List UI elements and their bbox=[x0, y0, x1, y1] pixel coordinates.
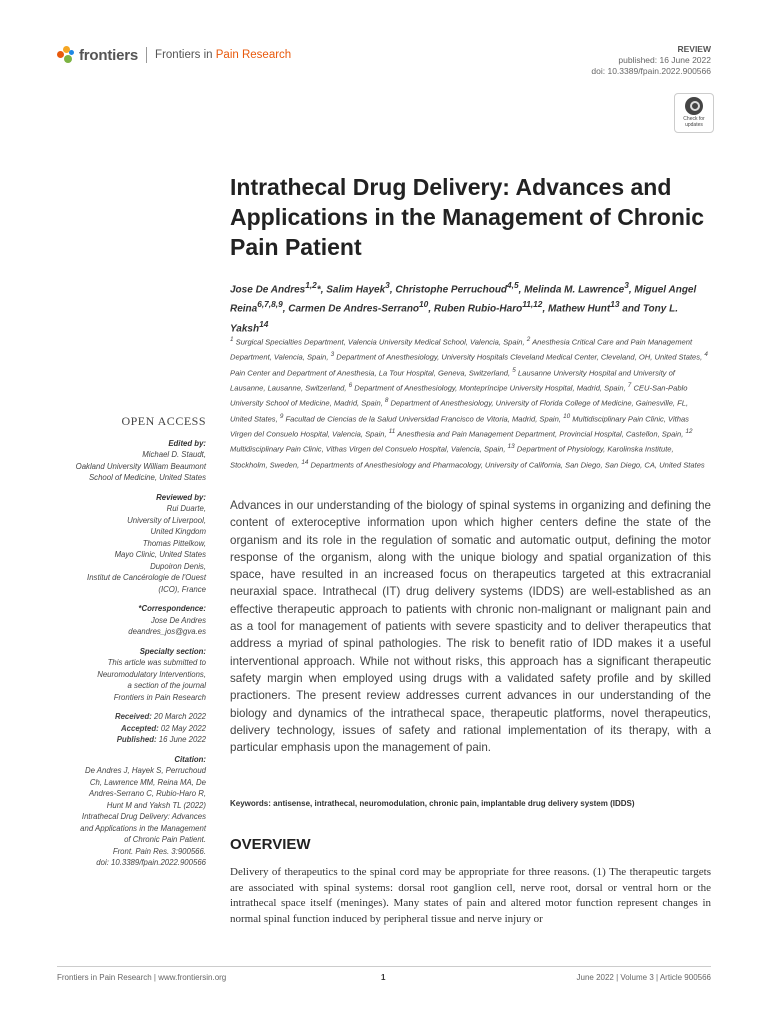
article-meta bbox=[591, 44, 711, 77]
sidebar-line: Intrathecal Drug Delivery: Advances bbox=[81, 812, 206, 821]
journal-logo[interactable] bbox=[57, 46, 291, 64]
specialty-section: Specialty section: This article was submitted to Neuromodulatory Interventions, a section of the journal Frontiers in Pain Research bbox=[57, 646, 206, 704]
sidebar-line: Rui Duarte, bbox=[166, 504, 206, 513]
sidebar-line: Oakland University William Beaumont bbox=[75, 461, 206, 471]
journal-name: Frontiers in Pain Research bbox=[155, 49, 292, 61]
published-date-sidebar: Published: 16 June 2022 bbox=[116, 735, 206, 744]
sidebar-line: Neuromodulatory Interventions, bbox=[97, 669, 206, 679]
published-date: published: 16 June 2022 bbox=[618, 55, 711, 65]
sidebar-line: Frontiers in Pain Research bbox=[113, 692, 206, 702]
frontiers-logo-icon bbox=[57, 46, 75, 64]
article-type: REVIEW bbox=[677, 44, 711, 54]
sidebar-line: and Applications in the Management bbox=[80, 823, 206, 833]
article-sidebar bbox=[57, 416, 206, 877]
sidebar-line: Jose De Andres bbox=[150, 615, 206, 625]
logo-wordmark: frontiers bbox=[79, 46, 139, 64]
sidebar-line: deandres_jos@gva.es bbox=[128, 627, 206, 636]
sidebar-line: This article was submitted to bbox=[107, 658, 206, 667]
accepted-date: Accepted: 02 May 2022 bbox=[121, 723, 206, 733]
sidebar-line: Mayo Clinic, United States bbox=[114, 550, 206, 559]
abstract-text: Advances in our understanding of the biology of spinal systems in organizing and defining the content of exteroceptive information upon which higher centers define the state of the organism and its role in the regulation of somatic and automatic output, defining the motor response of the organism, along with the unique biology and spatial organization of this space, have resulted in an increased focus on therapeutics targeted at this extracranial neuraxial space. Intrathecal (IT) drug delivery systems (IDDS) are well-established as an effective therapeutic approach to patients with chronic non-malignant or malignant pain and as a tool for management of patients with severe spasticity and to deliver therapeutics that address a myriad of spinal pathologies. The risk to benefit ratio of IDD makes it a useful interventional approach. While not without risks, this approach has a significant therapeutic safety margin when employed using drugs with a validated safety profile and by skilled practioners. The present review addresses current advances in our understanding of the biology and dynamics of the intrathecal space, therapeutic platforms, novel therapeutics, delivery technology, issues of safety and rational implementation of its therapy, with a particular emphasis upon the management of pain. bbox=[230, 499, 711, 755]
sidebar-line: Andres-Serrano C, Rubio-Haro R, bbox=[89, 789, 206, 798]
sidebar-line: De Andres J, Hayek S, Perruchoud bbox=[84, 766, 206, 775]
section-heading-overview: OVERVIEW bbox=[230, 836, 311, 853]
affiliations: $^1$ Surgical Specialties Department, Valencia University Medical School, Valencia, Spain, $^2$ Anesthesia Critical Care and Pain Management Department, Valencia, Spain, $^3$ Department of Anesthesiology, University Hospitals Cleveland Medical Center, Cleveland, OH, United States, $^4$ Pain Center and Department of Anesthesia, La Tour Hospital, Geneva, Switzerland, $^5$ Lausanne University Hospital and University of Lausanne, Lausanne, Switzerland, $^6$ Department of Anesthesiology, Montepríncipe University Hospital, Madrid, Spain, $^7$ CEU-San-Pablo University School of Medicine, Madrid, Spain, $^8$ Department of Anesthesiology, University of Florida College of Medicine, Gainesville, FL, United States, $^9$ Facultad de Ciencias de la Salud Universidad Francisco de Vitoria, Madrid, Spain, $^{10}$ Multidisciplinary Pain Clinic, Vithas Virgen del Consuelo Hospital, Valencia, Spain, $^{11}$ Anesthesia and Pain Management Department, Provincial Hospital, Castellon, Spain, $^{12}$ Multidisciplinary Pain Clinic, Vithas Virgen del Consuelo Hospital, Valencia, Spain, $^{13}$ Department of Physiology, Karolinska Institute, Stockholm, Sweden, $^{14}$ Departments of Anesthesiology and Pharmacology, University of California, San Diego, San Diego, CA, United States bbox=[230, 336, 708, 470]
sidebar-line: (ICO), France bbox=[158, 584, 206, 594]
logo-divider bbox=[146, 47, 147, 63]
edited-by-section: Edited by: Michael D. Staudt, Oakland University William Beaumont School of Medicine, United States bbox=[57, 438, 206, 484]
sidebar-line: United Kingdom bbox=[150, 527, 206, 536]
sidebar-line: Michael D. Staudt, bbox=[142, 450, 206, 459]
article-doi[interactable]: doi: 10.3389/fpain.2022.900566 bbox=[591, 66, 711, 76]
crossmark-icon bbox=[685, 97, 703, 115]
correspondence-section: *Correspondence: Jose De Andres deandres_jos@gva.es bbox=[57, 603, 206, 638]
article-title: Intrathecal Drug Delivery: Advances and Applications in the Management of Chronic Pain Patient bbox=[230, 174, 705, 260]
check-for-updates-badge[interactable]: Check for updates bbox=[674, 93, 714, 133]
body-paragraph: Delivery of therapeutics to the spinal cord may be appropriate for three reasons. (1) The therapeutic targets are associated with spinal systems: dorsal root ganglion cell, nerve root, dorsal or ventral horn or the intrathecal space itself (meninges). Many states of pain and altered motor function represent changes in normal spinal function induced by peripheral tissue and nerve injury or bbox=[230, 866, 711, 925]
sidebar-line: Thomas Pittelkow, bbox=[142, 538, 206, 548]
dates-section bbox=[57, 711, 206, 746]
open-access-label: OPEN ACCESS bbox=[121, 414, 206, 428]
footer-divider bbox=[57, 966, 711, 967]
footer-journal-link[interactable]: Frontiers in Pain Research | www.frontiersin.org bbox=[57, 973, 227, 982]
sidebar-line: Front. Pain Res. 3:900566. bbox=[112, 846, 206, 856]
sidebar-line: School of Medicine, United States bbox=[88, 473, 206, 482]
sidebar-line: University of Liverpool, bbox=[127, 515, 206, 525]
citation-section: Citation: De Andres J, Hayek S, Perruchoud Ch, Lawrence MM, Reina MA, De Andres-Serrano C, Rubio-Haro R, Hunt M and Yaksh TL (2022) Intrathecal Drug Delivery: Advances and Applications in the Management of Chronic Pain Patient. Front. Pain Res. 3:900566. doi: 10.3389/fpain.2022.900566 bbox=[57, 754, 206, 869]
page-number: 1 bbox=[381, 973, 386, 982]
sidebar-line: Dupoiron Denis, bbox=[150, 561, 206, 571]
sidebar-line: Ch, Lawrence MM, Reina MA, De bbox=[89, 777, 206, 787]
sidebar-line: Institut de Cancérologie de l'Ouest bbox=[87, 573, 206, 582]
keywords: Keywords: antisense, intrathecal, neuromodulation, chronic pain, implantable drug delivery system (IDDS) bbox=[230, 799, 635, 808]
received-date: Received: 20 March 2022 bbox=[114, 712, 206, 721]
footer-issue-info: June 2022 | Volume 3 | Article 900566 bbox=[576, 973, 711, 982]
sidebar-line: Hunt M and Yaksh TL (2022) bbox=[106, 800, 206, 810]
reviewed-by-section: Reviewed by: Rui Duarte, University of Liverpool, United Kingdom Thomas Pittelkow, Mayo Clinic, United States Dupoiron Denis, Institut de Cancérologie de l'Ouest (ICO), France bbox=[57, 492, 206, 596]
sidebar-line: a section of the journal bbox=[127, 681, 206, 690]
author-list: Jose De Andres$^{1,2}$*, Salim Hayek$^3$, Christophe Perruchoud$^{4,5}$, Melinda M. Lawrence$^3$, Miguel Angel Reina$^{6,7,8,9}$, Carmen De Andres-Serrano$^{10}$, Ruben Rubio-Haro$^{11,12}$, Mathew Hunt$^{13}$ and Tony L. Yaksh$^{14}$ bbox=[230, 280, 697, 334]
sidebar-line: doi: 10.3389/fpain.2022.900566 bbox=[96, 858, 206, 867]
sidebar-line: of Chronic Pain Patient. bbox=[124, 835, 206, 844]
